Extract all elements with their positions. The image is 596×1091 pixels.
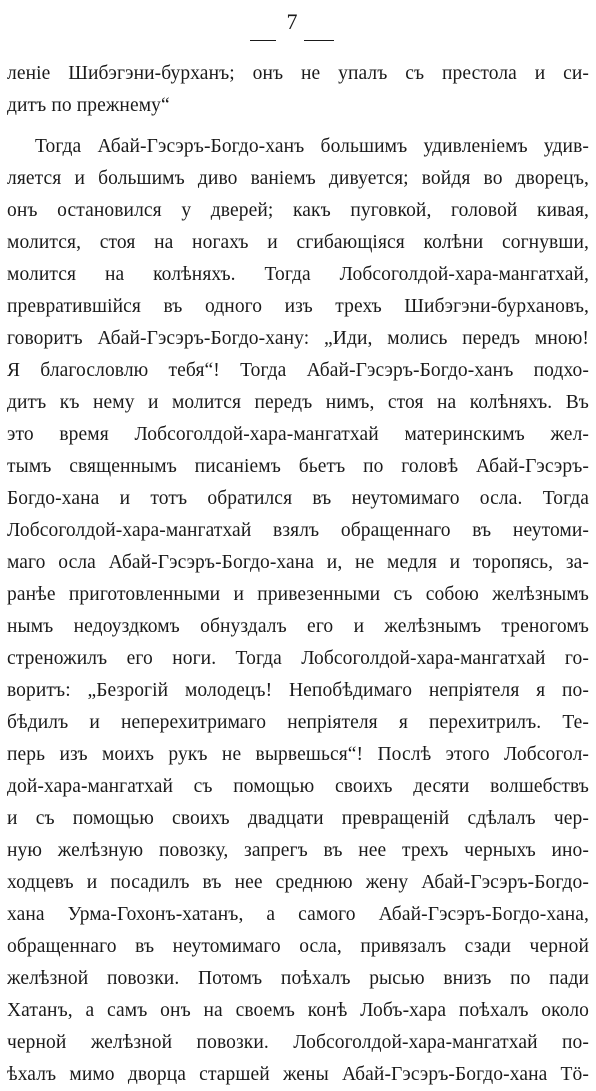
text-line: бѣдилъ и неперехитримаго непрiятеля я перехитрилъ. Те- xyxy=(7,712,589,733)
text-line: молится, стоя на ногахъ и сгибающiяся колѣни согнувши, xyxy=(7,232,589,253)
paragraph-1 xyxy=(7,58,589,122)
text-line: ляется и большимъ диво ванiемъ дивуется; войдя во дворецъ, xyxy=(7,168,589,189)
header-rule-left xyxy=(250,40,276,41)
text-line: ную желѣзную повозку, запрегъ въ нее трехъ черныхъ ино- xyxy=(7,840,589,861)
text-line: обращеннаго въ неутомимаго осла, привязалъ сзади черной xyxy=(7,936,589,957)
body-text xyxy=(7,58,589,1091)
text-line: это время Лобсоголдой-хара-мангатхай материнскимъ жел- xyxy=(7,424,589,445)
text-line: говоритъ Абай-Гэсэръ-Богдо-хану: „Иди, молись передъ мною! xyxy=(7,328,589,349)
text-line: ленiе Шибэгэни-бурханъ; онъ не упалъ съ престола и си- xyxy=(7,63,589,84)
text-line: Тогда Абай-Гэсэръ-Богдо-ханъ большимъ удивленiемъ удив- xyxy=(35,136,589,157)
text-line: хана Урма-Гохонъ-хатанъ, а самого Абай-Гэсэръ-Богдо-хана, xyxy=(7,904,589,925)
text-line: онъ остановился у дверей; какъ пуговкой, головой кивая, xyxy=(7,200,589,221)
text-line: молится на колѣняхъ. Тогда Лобсоголдой-хара-мангатхай, xyxy=(7,264,589,285)
text-line: дитъ по прежнему“ xyxy=(7,95,170,116)
text-line: маго осла Абай-Гэсэръ-Богдо-хана и, не медля и торопясь, за- xyxy=(7,552,589,573)
text-line: дитъ къ нему и молится передъ нимъ, стоя на колѣняхъ. Въ xyxy=(7,392,589,413)
text-line: черной желѣзной повозки. Лобсоголдой-хара-мангатхай по- xyxy=(7,1032,589,1053)
page-number: 7 xyxy=(286,9,298,34)
text-line: ходцевъ и посадилъ въ нее среднюю жену Абай-Гэсэръ-Богдо- xyxy=(7,872,589,893)
text-line: перь изъ моихъ рукъ не вырвешься“! Послѣ этого Лобсогол- xyxy=(7,744,589,765)
text-line: Я благословлю тебя“! Тогда Абай-Гэсэръ-Богдо-ханъ подхо- xyxy=(7,360,589,381)
text-line: тымъ священнымъ писанiемъ бьетъ по головѣ Абай-Гэсэръ- xyxy=(7,456,589,477)
text-line: ѣхалъ мимо дворца старшей жены Абай-Гэсэръ-Богдо-хана Тӧ- xyxy=(7,1064,589,1085)
text-line: воритъ: „Безрогiй молодецъ! Непобѣдимаго непрiятеля я по- xyxy=(7,680,589,701)
header-rule-right xyxy=(304,40,334,41)
text-line: дой-хара-мангатхай съ помощью своихъ десяти волшебствъ xyxy=(7,776,589,797)
text-line: ранѣе приготовленными и привезенными съ собою желѣзнымъ xyxy=(7,584,589,605)
text-line: стреножилъ его ноги. Тогда Лобсоголдой-хара-мангатхай го- xyxy=(7,648,589,669)
paragraph-2 xyxy=(7,131,589,1091)
text-line: Богдо-хана и тотъ обратился въ неутомимаго осла. Тогда xyxy=(7,488,589,509)
text-line: желѣзной повозки. Потомъ поѣхалъ рысью внизъ по пади xyxy=(7,968,589,989)
text-line: Лобсоголдой-хара-мангатхай взялъ обращеннаго въ неутоми- xyxy=(7,520,589,541)
text-line: нымъ недоуздкомъ обнуздалъ его и желѣзнымъ треногомъ xyxy=(7,616,589,637)
text-line: и съ помощью своихъ двадцати превращенiй сдѣлалъ чер- xyxy=(7,808,589,829)
page-header xyxy=(0,6,596,46)
text-line: превратившiйся въ одного изъ трехъ Шибэгэни-бурхановъ, xyxy=(7,296,589,317)
text-line: Хатанъ, а самъ онъ на своемъ конѣ Лобъ-хара поѣхалъ около xyxy=(7,1000,589,1021)
